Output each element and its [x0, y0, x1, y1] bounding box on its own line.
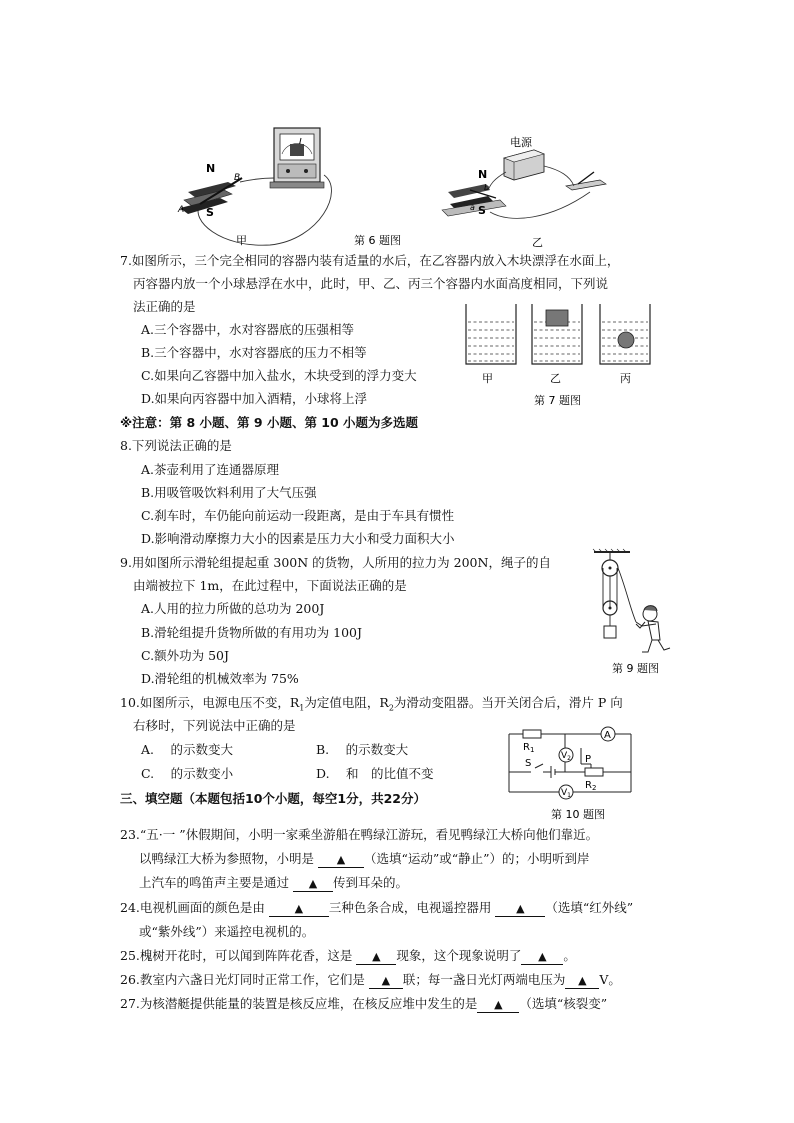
q10-option-a: A. 的示数变大	[141, 742, 233, 757]
q10-stem-1-a: 10.如图所示，电源电压不变，R	[120, 695, 300, 710]
fig6-left-a: A	[178, 205, 185, 215]
q7-option-c: C.如果向乙容器中加入盐水，木块受到的浮力变大	[141, 368, 417, 383]
fig10-r1-letter: R	[523, 742, 530, 753]
ball	[618, 332, 634, 348]
q24-line-2: 或“紫外线”）来遥控电视机的。	[139, 924, 315, 939]
q23-line-2-a: 以鸭绿江大桥为参照物，小明是	[139, 851, 315, 866]
q7-stem-2: 丙容器内放一个小球悬浮在水中，此时，甲、乙、丙三个容器内水面高度相同，下列说	[133, 276, 609, 291]
q27-line	[120, 996, 607, 1013]
q9-option-b: B.滑轮组提升货物所做的有用功为 100J	[141, 625, 363, 640]
fig10-s-label: S	[525, 758, 532, 769]
q7-stem-3: 法正确的是	[133, 299, 196, 314]
q23-line-3-a: 上汽车的鸣笛声主要是通过	[139, 875, 290, 890]
q7-option-b: B.三个容器中，水对容器底的压力不相等	[141, 345, 367, 360]
q10-stem-1-c: 为滑动变阻器。当开关闭合后，滑片 P 向	[393, 695, 623, 710]
fig10-r1-sub: 1	[529, 746, 535, 754]
q26-line	[120, 972, 621, 989]
q25-a: 25.槐树开花时，可以闻到阵阵花香，这是	[120, 948, 353, 963]
figure-9	[590, 548, 680, 678]
answer-blank-icon: ▲	[381, 974, 391, 987]
q24-line-1	[120, 900, 633, 917]
q7-stem-1: 7.如图所示，三个完全相同的容器内装有适量的水后，在乙容器内放入木块漂浮在水面上，	[120, 253, 620, 268]
q27-b: （选填“核裂变”	[519, 996, 608, 1011]
q23-line-2-b: （选填“运动”或“静止”）的；小明听到岸	[364, 851, 590, 866]
fig10-r2-label	[585, 780, 596, 792]
fig7-label-jia: 甲	[482, 372, 493, 385]
fig6-right-s: S	[478, 204, 486, 217]
power-supply	[504, 150, 544, 180]
fig10-caption: 第 10 题图	[551, 808, 605, 821]
q8-option-c: C.刹车时，车仍能向前运动一段距离，是由于车具有惯性	[141, 508, 455, 523]
figure-7	[460, 300, 660, 410]
figure-10	[505, 724, 645, 824]
fig10-r2-sub: 2	[591, 784, 597, 792]
fig6-left-s: S	[206, 206, 214, 219]
fig7-label-yi: 乙	[550, 372, 561, 385]
q24-blank-2	[495, 901, 545, 917]
fig10-v2-letter: V	[561, 751, 568, 761]
q23-line-3	[139, 875, 408, 892]
q10-stem-2: 右移时，下列说法中正确的是	[133, 718, 296, 733]
q26-a: 26.教室内六盏日光灯同时正常工作，它们是	[120, 972, 365, 987]
q10-stem-1-b: 为定值电阻，R	[304, 695, 389, 710]
answer-blank-icon: ▲	[578, 974, 587, 987]
fig10-ammeter-label: A	[604, 730, 611, 741]
q8-option-d: D.影响滑动摩擦力大小的因素是压力大小和受力面积大小	[141, 531, 455, 546]
q23-blank-1	[318, 852, 364, 868]
fig7-caption: 第 7 题图	[534, 394, 581, 407]
q26-blank-1	[369, 973, 403, 989]
fig6-right-a: a	[470, 203, 475, 212]
q23-line-2	[139, 851, 590, 868]
galvanometer	[270, 128, 324, 188]
q10-option-c: C. 的示数变小	[141, 766, 234, 781]
fig6-right-n: N	[478, 168, 488, 181]
q9-option-c: C.额外功为 50J	[141, 648, 229, 663]
fig6-right-b: b	[484, 183, 490, 192]
q24-line-1-b: 三种色条合成，电视遥控器用	[328, 900, 492, 915]
fig10-p-label: P	[585, 754, 592, 765]
answer-blank-icon: ▲	[336, 853, 346, 866]
q27-blank-1	[477, 997, 519, 1013]
q26-c: V。	[599, 972, 621, 987]
q10-option-d: D. 和 的比值不变	[316, 766, 434, 781]
answer-blank-icon: ▲	[308, 877, 318, 890]
fig10-v2-sub: 2	[567, 755, 571, 762]
fig6-left-label: 甲	[236, 234, 247, 247]
switch	[566, 172, 606, 190]
fig9-caption: 第 9 题图	[612, 662, 659, 675]
fig6-power-label: 电源	[510, 136, 532, 149]
q25-blank-1	[356, 949, 396, 965]
q25-b: 现象，这个现象说明了	[396, 948, 522, 963]
q9-stem-2: 由端被拉下 1m，在此过程中，下面说法正确的是	[133, 578, 407, 593]
q24-line-1-a: 24.电视机画面的颜色是由	[120, 900, 265, 915]
fig6-caption: 第 6 题图	[354, 234, 401, 247]
cargo-box	[604, 626, 616, 638]
q10-stem-1-sub2: 2	[388, 703, 394, 713]
fig10-r2-letter: R	[585, 780, 592, 791]
q10-stem-1-sub1: 1	[299, 703, 305, 713]
q27-a: 27.为核潜艇提供能量的装置是核反应堆，在核反应堆中发生的是	[120, 996, 478, 1011]
q9-stem-1: 9.用如图所示滑轮组提起重 300N 的货物，人所用的拉力为 200N，绳子的自	[120, 555, 551, 570]
answer-blank-icon: ▲	[494, 998, 503, 1011]
fig6-right-label: 乙	[532, 236, 543, 249]
q10-stem-1	[120, 695, 623, 717]
wood-block	[546, 310, 568, 326]
q9-option-a: A.人用的拉力所做的总功为 200J	[141, 601, 325, 616]
fig10-r1-label	[523, 742, 534, 754]
person	[636, 606, 670, 652]
q26-blank-2	[565, 973, 599, 989]
answer-blank-icon: ▲	[372, 950, 381, 963]
answer-blank-icon: ▲	[294, 902, 304, 915]
q8-stem: 8.下列说法正确的是	[120, 438, 232, 453]
answer-blank-icon: ▲	[516, 902, 525, 915]
figure-6	[170, 120, 630, 250]
fig6-left-b: B	[234, 173, 241, 183]
answer-blank-icon: ▲	[538, 950, 547, 963]
section-3-heading: 三、填空题（本题包括10个小题，每空1分，共22分）	[120, 791, 426, 806]
q23-line-1: 23.“五·一 ”休假期间，小明一家乘坐游船在鸭绿江游玩，看见鸭绿江大桥向他们靠近。	[120, 827, 599, 842]
q25-blank-2	[521, 949, 563, 965]
q8-option-a: A.茶壶利用了连通器原理	[141, 462, 280, 477]
fig10-v1-sub: 1	[567, 792, 571, 799]
q24-blank-1	[269, 901, 329, 917]
fig6-left-n: N	[206, 162, 216, 175]
q25-line	[120, 948, 576, 965]
fig7-label-bing: 丙	[620, 372, 631, 385]
q23-line-3-b: 传到耳朵的。	[333, 875, 409, 890]
q10-option-b: B. 的示数变大	[316, 742, 409, 757]
q24-line-1-c: （选填“红外线”	[545, 900, 634, 915]
q7-option-d: D.如果向丙容器中加入酒精，小球将上浮	[141, 391, 368, 406]
q9-option-d: D.滑轮组的机械效率为 75%	[141, 671, 299, 686]
q8-option-b: B.用吸管吸饮料利用了大气压强	[141, 485, 317, 500]
q23-blank-2	[293, 876, 333, 892]
q25-c: 。	[563, 948, 576, 963]
q26-b: 联；每一盏日光灯两端电压为	[402, 972, 566, 987]
multi-select-notice: ※注意：第 8 小题、第 9 小题、第 10 小题为多选题	[120, 415, 419, 430]
q7-option-a: A.三个容器中，水对容器底的压强相等	[141, 322, 355, 337]
fig10-v1-letter: V	[561, 788, 568, 798]
